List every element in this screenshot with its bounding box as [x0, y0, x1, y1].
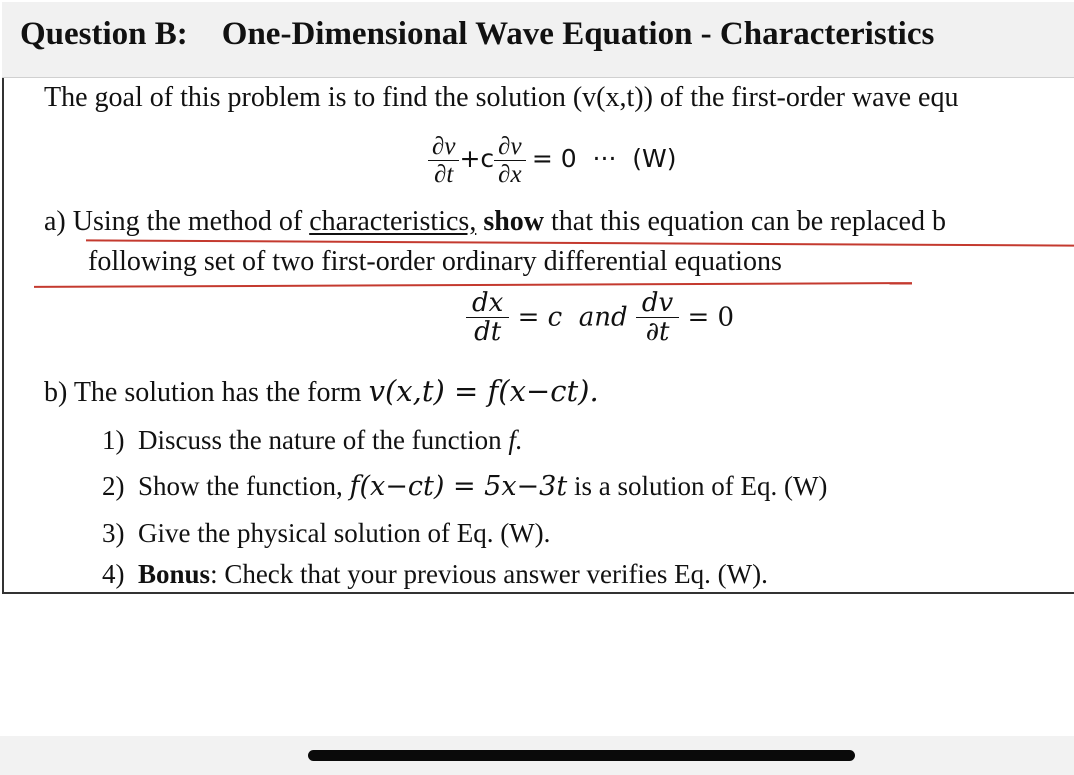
intro-text: The goal of this problem is to find the solution (v(x,t)) of the first-order wave equ [44, 82, 959, 113]
equation-rhs: = 0 ··· (W) [531, 144, 677, 174]
fraction-dv-dx: $\frac{\partial v}{\partial x}$ [494, 134, 525, 189]
question-label: Question B: [20, 16, 188, 52]
fraction-dv-dt-ode: $\frac{dv}{\partial t}$ [636, 290, 679, 347]
question-title [20, 16, 934, 53]
fraction-dx-dt: $\frac{dx}{dt}$ [466, 290, 509, 347]
list-item-4: 4) Bonus: Check that your previous answer verifies Eq. (W). [102, 559, 768, 589]
part-a-line2: following set of two first-order ordinary differential equations [88, 246, 782, 277]
part-b-line: b) The solution has the form v(x,t) = f(x−ct). [44, 374, 599, 408]
wave-equation: $\frac{\partial v}{\partial t}$ +c $\frac{\partial v}{\partial x}$ = 0 ··· (W) [428, 134, 677, 189]
list-item-3: 3) Give the physical solution of Eq. (W). [102, 518, 551, 548]
home-indicator[interactable] [308, 750, 855, 761]
title-bar [2, 2, 1074, 78]
question-heading: One-Dimensional Wave Equation - Characteristics [221, 16, 935, 52]
list-item-2: 2) Show the function, f(x−ct) = 5x−3t is a solution of Eq. (W) [102, 471, 828, 502]
ode-equations: $\frac{dx}{dt}$ = c and $\frac{dv}{\partial t}$ = 0 [466, 290, 734, 347]
fraction-dv-dt: $\frac{\partial v}{\partial t}$ [428, 134, 459, 189]
list-item-1: 1) Discuss the nature of the function f. [102, 425, 523, 455]
characteristics-term: characteristics, [309, 206, 477, 237]
part-a-line1: a) Using the method of characteristics, show that this equation can be replaced b [44, 206, 946, 237]
solution-form: v(x,t) = f(x−ct). [368, 374, 599, 408]
